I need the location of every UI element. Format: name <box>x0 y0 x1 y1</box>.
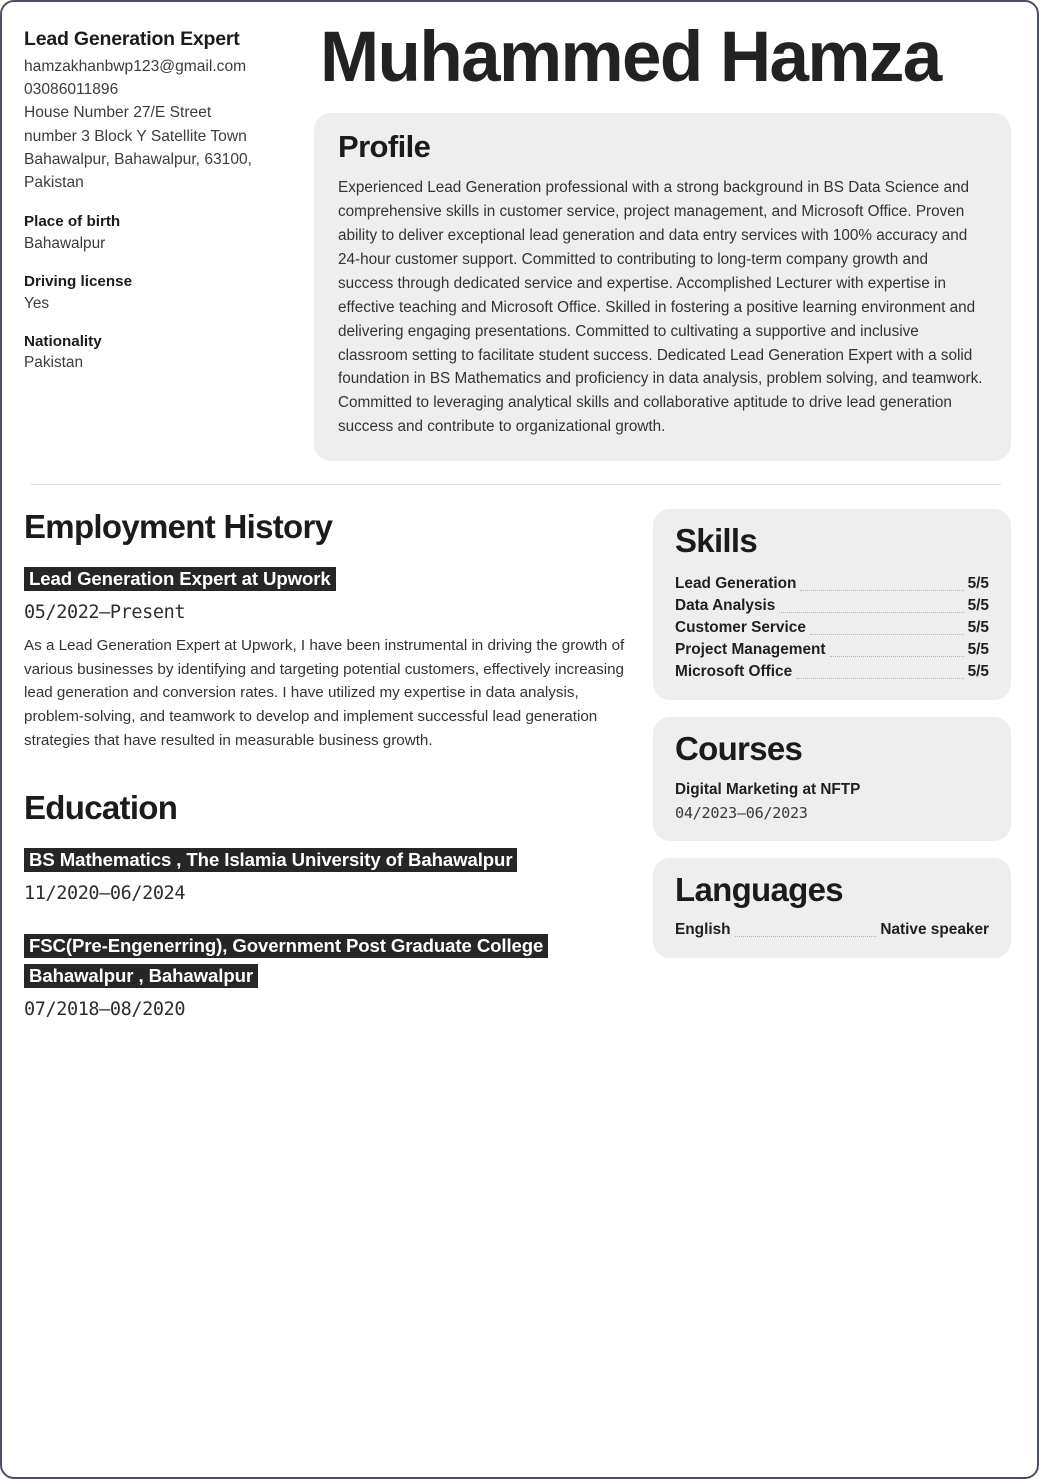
courses-card <box>653 717 1011 841</box>
skill-row <box>675 595 989 617</box>
skill-name: Project Management <box>675 640 826 658</box>
skill-rating: 5/5 <box>967 662 989 680</box>
course-name: Digital Marketing at NFTP <box>675 780 861 798</box>
skills-heading: Skills <box>675 522 758 560</box>
skill-rating: 5/5 <box>967 575 989 593</box>
skill-name: Microsoft Office <box>675 662 793 680</box>
leader-dots <box>779 612 963 613</box>
education-heading: Education <box>24 789 178 827</box>
employment-date: 05/2022–Present <box>24 601 186 623</box>
education-title-wrap <box>24 845 638 875</box>
detail-value: Pakistan <box>24 354 84 372</box>
employment-heading: Employment History <box>24 508 333 546</box>
name-and-profile-column <box>306 18 1011 461</box>
skill-row <box>675 661 989 683</box>
detail-driving-license <box>24 271 306 314</box>
profile-card <box>314 113 1011 461</box>
detail-label: Driving license <box>24 273 133 291</box>
education-entry <box>24 845 638 905</box>
detail-value: Yes <box>24 294 50 312</box>
education-date: 07/2018–08/2020 <box>24 999 186 1021</box>
contact-address-line-2: number 3 Block Y Satellite Town <box>24 127 247 145</box>
detail-value: Bahawalpur <box>24 234 106 252</box>
skill-rating: 5/5 <box>967 640 989 658</box>
leader-dots <box>796 678 963 679</box>
employment-entry <box>24 564 638 753</box>
education-title: FSC(Pre-Engenerring), Government Post Graduate College Bahawalpur , Bahawalpur <box>24 934 548 988</box>
candidate-name: Muhammed Hamza <box>320 18 941 97</box>
skill-rating: 5/5 <box>967 597 989 615</box>
contact-phone: 03086011896 <box>24 81 119 99</box>
contact-address-line-4: Pakistan <box>24 174 84 192</box>
header-section <box>20 18 1011 461</box>
contact-email: hamzakhanbwp123@gmail.com <box>24 57 247 75</box>
languages-card <box>653 858 1011 958</box>
education-title-wrap <box>24 931 638 991</box>
page-inner <box>2 2 1037 1047</box>
skill-row <box>675 639 989 661</box>
role-title: Lead Generation Expert <box>24 28 240 50</box>
contact-address-line-1: House Number 27/E Street <box>24 104 212 122</box>
leader-dots <box>800 590 963 591</box>
employment-description: As a Lead Generation Expert at Upwork, I have been instrumental in driving the growth of various businesses by identifying and targeting potential customers, effectively increasing lead generation and conversion rates. I have utilized my expertise in data analysis, problem-solving, and teamwork to develop and implement successful lead generation strategies that have resulted in measurable business growth. <box>24 636 625 749</box>
education-entry <box>24 931 638 1021</box>
detail-label: Place of birth <box>24 213 121 231</box>
education-title: BS Mathematics , The Islamia University of Bahawalpur <box>24 848 517 872</box>
language-level: Native speaker <box>880 920 989 938</box>
profile-heading: Profile <box>338 128 431 164</box>
leader-dots <box>830 656 964 657</box>
detail-label: Nationality <box>24 333 102 351</box>
course-date: 04/2023–06/2023 <box>675 803 808 822</box>
main-column <box>20 509 638 1047</box>
side-column <box>638 509 1011 975</box>
contact-address-line-3: Bahawalpur, Bahawalpur, 63100, <box>24 150 253 168</box>
languages-heading: Languages <box>675 870 843 908</box>
skill-name: Customer Service <box>675 618 806 636</box>
detail-place-of-birth <box>24 211 306 254</box>
skills-card <box>653 509 1011 699</box>
courses-heading: Courses <box>675 729 803 767</box>
employment-title: Lead Generation Expert at Upwork <box>24 567 336 591</box>
skill-name: Lead Generation <box>675 575 797 593</box>
course-item <box>675 779 989 824</box>
contact-column <box>20 24 306 374</box>
education-date: 11/2020–06/2024 <box>24 882 186 904</box>
language-name: English <box>675 920 731 938</box>
leader-dots <box>810 634 964 635</box>
leader-dots <box>735 936 877 937</box>
profile-text: Experienced Lead Generation professional with a strong background in BS Data Science and comprehensive skills in customer service, project management, and Microsoft Office. Proven ability to deliver exceptional lead generation and data entry services with 100% accuracy and 24-hour customer support. Committed to contributing to long-term company growth and success through dedicated service and expertise. Accomplished Lecturer with expertise in effective teaching and Microsoft Office. Skilled in fostering a positive learning environment and delivering engaging presentations. Committed to cultivating a supportive and inclusive classroom setting to facilitate student success. Dedicated Lead Generation Expert with a solid foundation in BS Mathematics and proficiency in data analysis, problem solving, and teamwork. Committed to leveraging analytical skills and collaborative aptitude to drive lead generation success and contribute to organizational growth. <box>338 178 983 436</box>
skill-name: Data Analysis <box>675 597 776 615</box>
employment-title-wrap <box>24 564 638 594</box>
body-section <box>20 485 1011 1047</box>
language-row <box>675 919 989 941</box>
skill-row <box>675 573 989 595</box>
detail-nationality <box>24 331 306 374</box>
skill-rating: 5/5 <box>967 618 989 636</box>
skill-row <box>675 617 989 639</box>
